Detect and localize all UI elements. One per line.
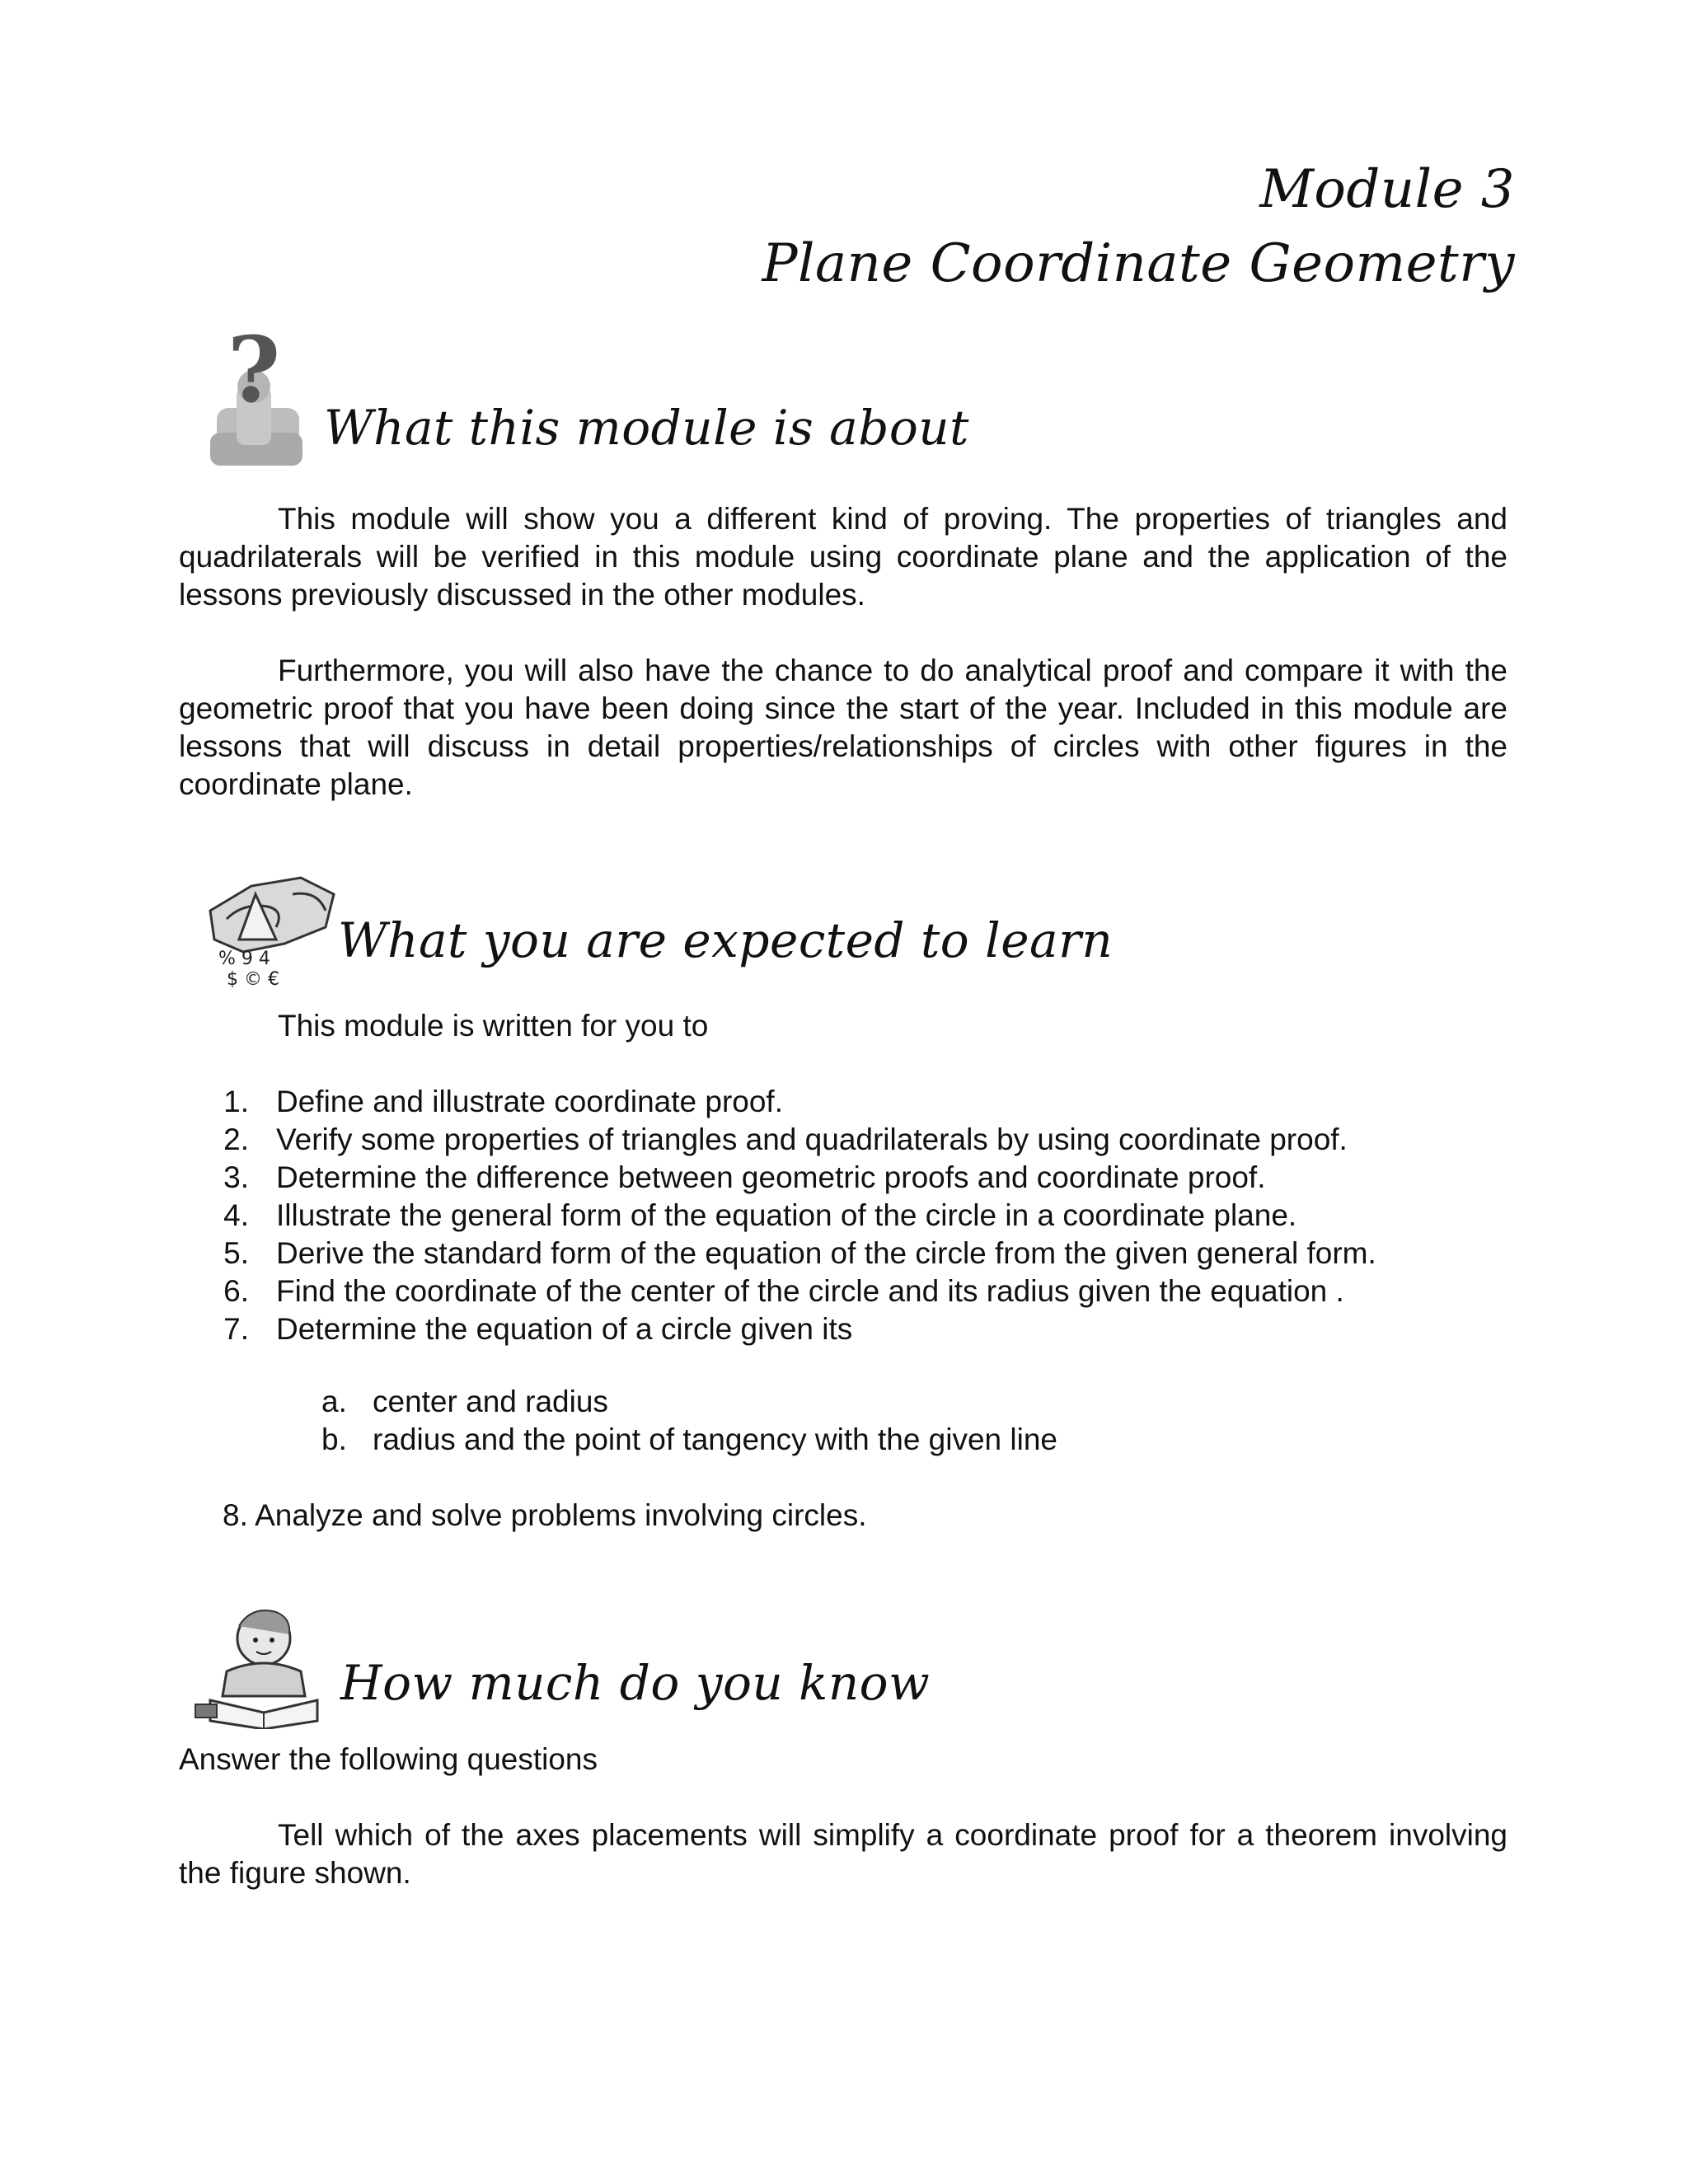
svg-text:% 9 4: % 9 4 bbox=[218, 949, 270, 969]
learn-intro: This module is written for you to bbox=[278, 1009, 709, 1043]
list-item: 2. Verify some properties of triangles and quadrilaterals by using coordinate proof. bbox=[223, 1122, 1348, 1156]
math-hands-icon bbox=[194, 861, 350, 993]
section-learn-header bbox=[177, 861, 1529, 993]
list-item: 4. Illustrate the general form of the equation of the circle in a coordinate plane. bbox=[223, 1198, 1297, 1232]
section-about-header bbox=[177, 309, 1529, 456]
module-title bbox=[762, 152, 1515, 301]
about-body bbox=[179, 500, 1507, 804]
know-paragraph: Tell which of the axes placements will simplify a coordinate proof for a theorem involving the figure shown. bbox=[179, 1818, 1507, 1890]
list-item: 1. Define and illustrate coordinate proof. bbox=[223, 1085, 783, 1118]
module-number: Module 3 bbox=[1259, 159, 1515, 220]
list-item: 5. Derive the standard form of the equation of the circle from the given general form. bbox=[223, 1236, 1376, 1270]
svg-text:$ © €: $ © € bbox=[227, 969, 279, 990]
list-item: 3. Determine the difference between geometric proofs and coordinate proof. bbox=[223, 1160, 1266, 1194]
about-paragraph-2: Furthermore, you will also have the chance to do analytical proof and compare it with the geometric proof that you have been doing since the start of the year. Included in this module are lessons that will discuss in detail properties/relationships of circles with other figures in the coordinate plane. bbox=[179, 654, 1507, 801]
svg-text:?: ? bbox=[227, 316, 281, 423]
about-paragraph-1: This module will show you a different kind of proving. The properties of triangles and quadrilaterals will be verified in this module using coordinate plane and the application of the lessons previously discussed in the other modules. bbox=[179, 502, 1507, 612]
section-know-heading: How much do you know bbox=[340, 1655, 931, 1711]
section-know-header bbox=[177, 1597, 1529, 1729]
list-item: 7. Determine the equation of a circle given its bbox=[223, 1312, 853, 1346]
question-mark-icon bbox=[194, 309, 309, 474]
objective-8: 8. Analyze and solve problems involving circles. bbox=[223, 1498, 867, 1532]
objectives-list bbox=[223, 1083, 1541, 1348]
module-name: Plane Coordinate Geometry bbox=[762, 233, 1515, 294]
section-about-heading: What this module is about bbox=[324, 400, 969, 456]
section-learn-heading: What you are expected to learn bbox=[338, 912, 1114, 968]
student-studying-icon bbox=[194, 1597, 334, 1729]
know-instruction: Answer the following questions bbox=[179, 1742, 598, 1776]
list-item: 6. Find the coordinate of the center of the circle and its radius given the equation . bbox=[223, 1274, 1344, 1308]
know-body bbox=[179, 1816, 1507, 1892]
document-page: Module 3 Plane Coordinate Geometry ? What this module is about This module will show you a different kind of proving. The properties of triangles and quadrilaterals will be verified in this module using coordinate plane and the application of the lessons previously discussed in the other modules. Furthermore, you will also have the chance to do analytical proof and compare it with the geometric proof that you have been doing since the start of the year. Included in this module are lessons that will discuss in detail properties/relationships of circles with other figures in the coordinate plane. % 9 4 $ © € What you are expected to learn This module is written for you to 1. Define and illustrate coordinate proof. 2. Verify some properties of triangles and quadrilaterals by using coordinate proof. 3. Determine the difference between geometric proofs and coordinate proof. 4. Illustrate the general form of the equation of the circle in a coordinate plane. 5. Derive the standard form of the equation of the circle from the given general form. 6. Find the coordinate of the center of the circle and its radius given the equation . 7. Determine the equation of a circle given its a. center and radius b. radius and the point of tangency with the given line 8. Analyze and solve problems involving circles. How much do you know Answer the following questions Tell which of the axes placements will simplify a coordinate proof for a theorem involving the figure shown. bbox=[0, 0, 1688, 2184]
